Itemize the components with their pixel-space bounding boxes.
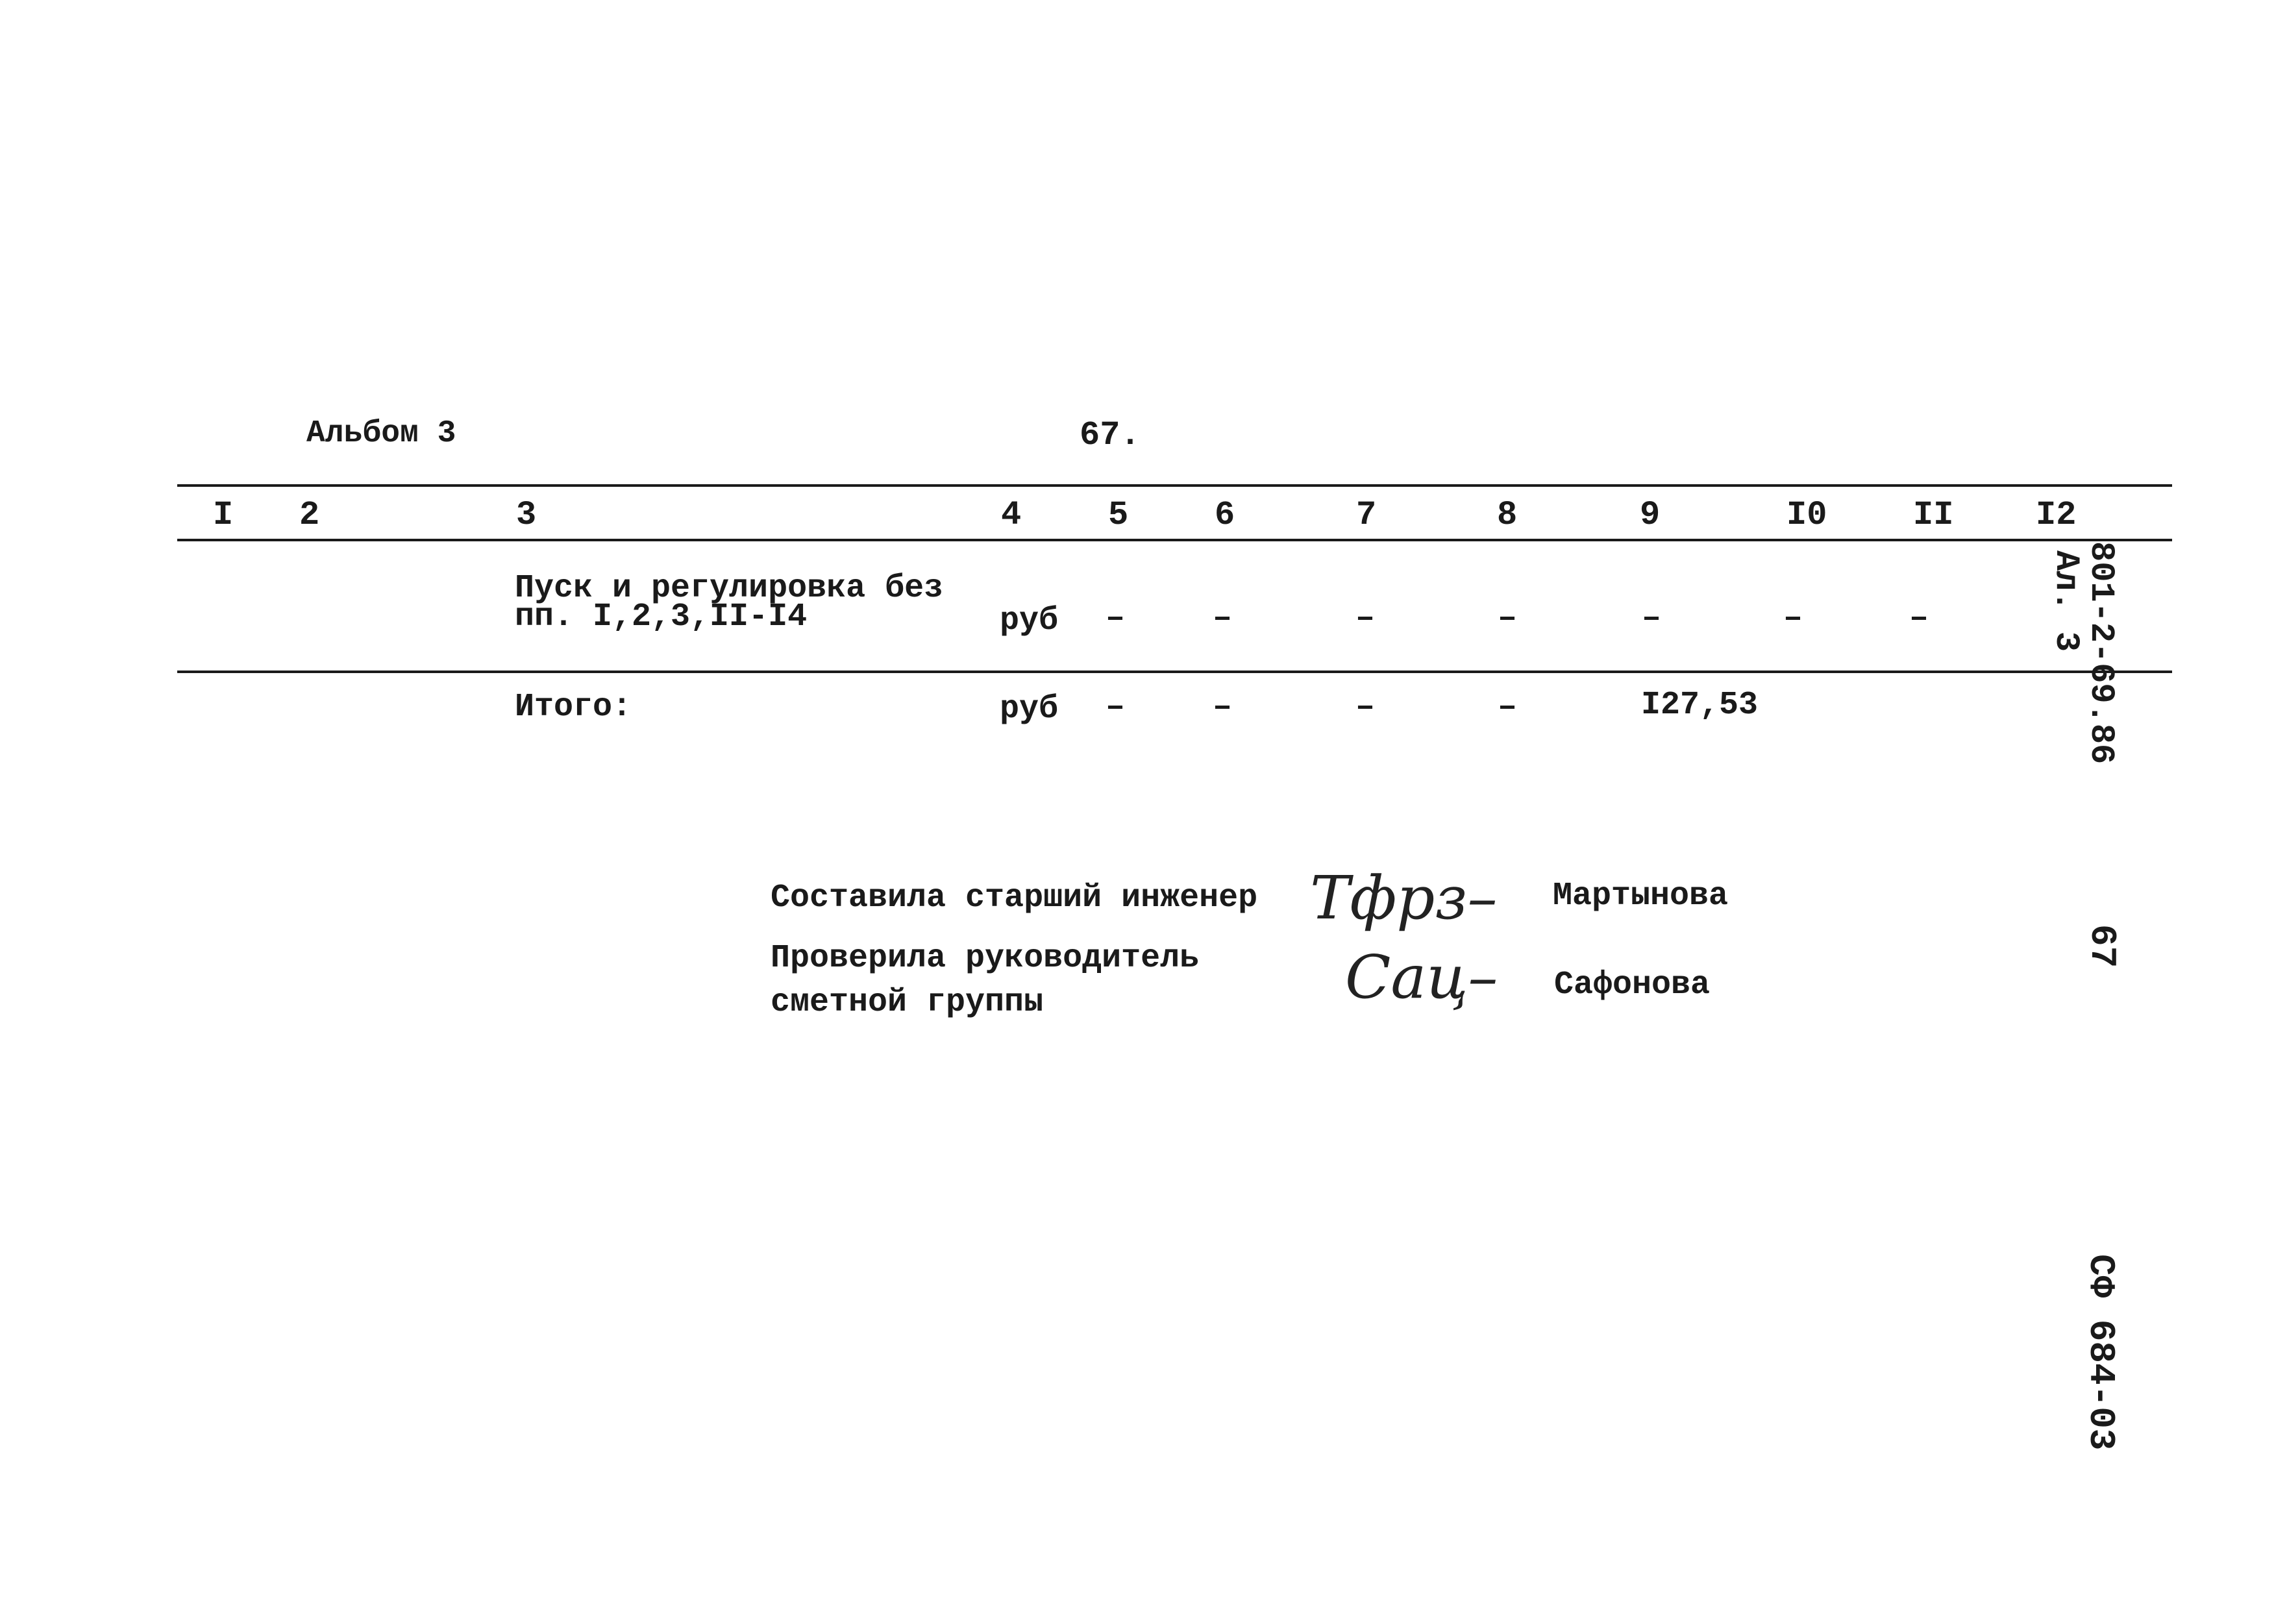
col-header-8: 8 [1497, 496, 1518, 534]
row-cell: – [1213, 600, 1233, 637]
row-cell: – [1498, 689, 1518, 726]
table-total-rule [177, 671, 2172, 673]
row-cell: – [1213, 689, 1233, 726]
col-header-12: I2 [2036, 496, 2077, 534]
row-description: Пуск и регулировка без [515, 570, 944, 607]
row-unit: руб [1000, 602, 1059, 639]
page-number: 67. [1080, 416, 1141, 454]
checked-label: Проверила руководитель [771, 940, 1200, 977]
col-header-4: 4 [1001, 496, 1022, 534]
col-header-6: 6 [1215, 496, 1235, 534]
checked-signature: Сац– [1345, 942, 1498, 1012]
row-cell: – [1355, 600, 1376, 637]
total-label: Итого: [515, 689, 632, 726]
compiled-label: Составила старший инженер [771, 880, 1258, 917]
col-header-10: I0 [1786, 496, 1827, 534]
compiled-signature: Тфрз– [1310, 863, 1498, 933]
margin-album-ref: Ал. 3 [2047, 550, 2085, 652]
album-label: Альбом 3 [306, 416, 456, 451]
col-header-2: 2 [299, 496, 320, 534]
table-header-rule [177, 539, 2172, 541]
compiled-name: Мартынова [1553, 878, 1729, 915]
margin-page-number: 67 [2081, 924, 2123, 968]
row-cell: – [1106, 600, 1126, 637]
row-cell: – [1909, 600, 1929, 637]
row-description: пп. I,2,3,II-I4 [515, 598, 808, 635]
row-unit: руб [1000, 691, 1059, 728]
table-top-rule [177, 484, 2172, 487]
col-header-7: 7 [1356, 496, 1377, 534]
col-header-1: I [213, 496, 234, 534]
row-cell: – [1355, 689, 1376, 726]
checked-name: Сафонова [1554, 966, 1711, 1003]
row-cell: – [1783, 600, 1803, 637]
row-cell: – [1106, 689, 1126, 726]
col-header-9: 9 [1640, 496, 1661, 534]
row-cell: – [1498, 600, 1518, 637]
margin-bottom-code: СФ 684-03 [2080, 1254, 2121, 1451]
row-cell: – [1642, 600, 1662, 637]
col-header-5: 5 [1108, 496, 1129, 534]
checked-label: сметной группы [771, 984, 1044, 1021]
margin-doc-code: 801-2-69.86 [2082, 541, 2120, 765]
col-header-11: II [1913, 496, 1954, 534]
total-value: I27,53 [1641, 687, 1759, 724]
col-header-3: 3 [516, 496, 537, 534]
